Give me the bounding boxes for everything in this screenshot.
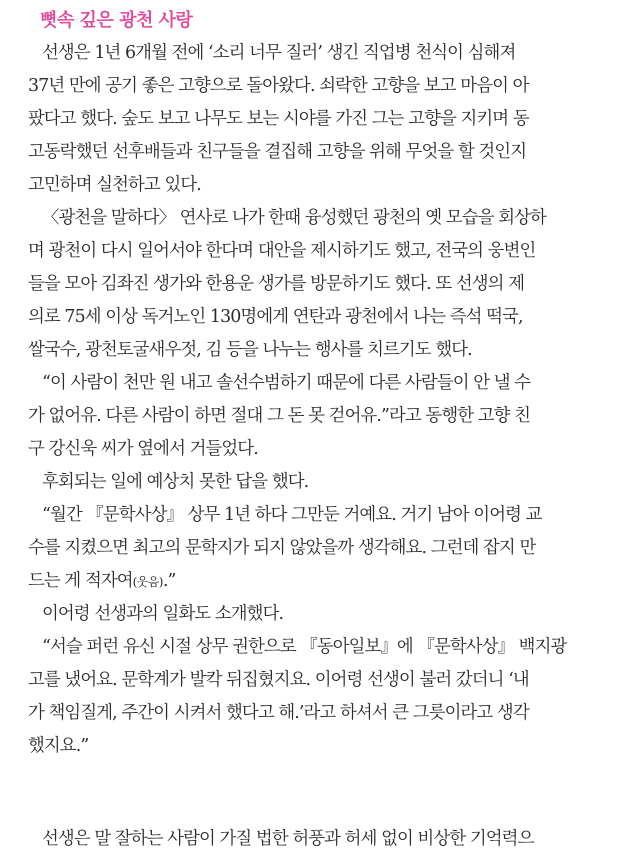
text-line: 고를 냈어요. 문학계가 발칵 뒤집혔지요. 이어령 선생이 불러 갔더니 ‘내	[28, 670, 529, 690]
text-line: 선생은 말 잘하는 사람이 가질 법한 허풍과 허세 없이 비상한 기억력으	[42, 829, 534, 849]
text-line: “월간 『문학사상』 상무 1년 하다 그만둔 거예요. 거기 남아 이어령 교	[42, 505, 542, 525]
text-line: “이 사람이 천만 원 내고 솔선수범하기 때문에 다른 사람들이 안 낼 수	[42, 373, 531, 393]
text-line: 이어령 선생과의 일화도 소개했다.	[42, 604, 284, 624]
laughter-annotation: (웃음)	[132, 575, 163, 589]
text-line: 고동락했던 선후배들과 친구들을 결집해 고향을 위해 무엇을 할 것인지	[28, 142, 527, 162]
text-line: 며 광천이 다시 일어서야 한다며 대안을 제시하기도 했고, 전국의 웅변인	[28, 241, 536, 261]
text-segment: 드는 게 적자여	[28, 571, 133, 591]
text-line: 팠다고 했다. 숲도 보고 나무도 보는 시야를 가진 그는 고향을 지키며 동	[28, 109, 529, 129]
text-line: 했지요.”	[28, 736, 89, 756]
text-line: 의로 75세 이상 독거노인 130명에게 연탄과 광천에서 나는 즉석 떡국,	[28, 307, 523, 327]
text-line: 가 없어유. 다른 사람이 하면 절대 그 돈 못 걷어유.”라고 동행한 고향 친	[28, 406, 531, 426]
text-line: 구 강신욱 씨가 옆에서 거들었다.	[28, 439, 258, 459]
text-line: 〈광천을 말하다〉 연사로 나가 한때 융성했던 광천의 옛 모습을 회상하	[42, 208, 546, 228]
text-segment: .”	[162, 571, 176, 591]
text-line: 고민하며 실천하고 있다.	[28, 175, 201, 195]
text-line: 가 책임질게, 주간이 시켜서 했다고 해.’라고 하셔서 큰 그릇이라고 생각	[28, 703, 529, 723]
section-heading: 뼛속 깊은 광천 사랑	[40, 10, 193, 31]
text-line: 선생은 1년 6개월 전에 ‘소리 너무 질러’ 생긴 직업병 천식이 심해져	[42, 43, 516, 63]
text-line: 37년 만에 공기 좋은 고향으로 돌아왔다. 쇠락한 고향을 보고 마음이 아	[28, 76, 529, 96]
text-line	[28, 568, 598, 595]
text-line: “서슬 퍼런 유신 시절 상무 권한으로 『동아일보』에 『문학사상』 백지광	[42, 637, 567, 657]
text-line: 들을 모아 김좌진 생가와 한용운 생가를 방문하기도 했다. 또 선생의 제	[28, 274, 525, 294]
text-line: 후회되는 일에 예상치 못한 답을 했다.	[42, 472, 309, 492]
text-line: 수를 지켰으면 최고의 문학지가 되지 않았을까 생각해요. 그런데 잡지 만	[28, 538, 536, 558]
text-line: 쌀국수, 광천토굴새우젓, 김 등을 나누는 행사를 치르기도 했다.	[28, 340, 472, 360]
